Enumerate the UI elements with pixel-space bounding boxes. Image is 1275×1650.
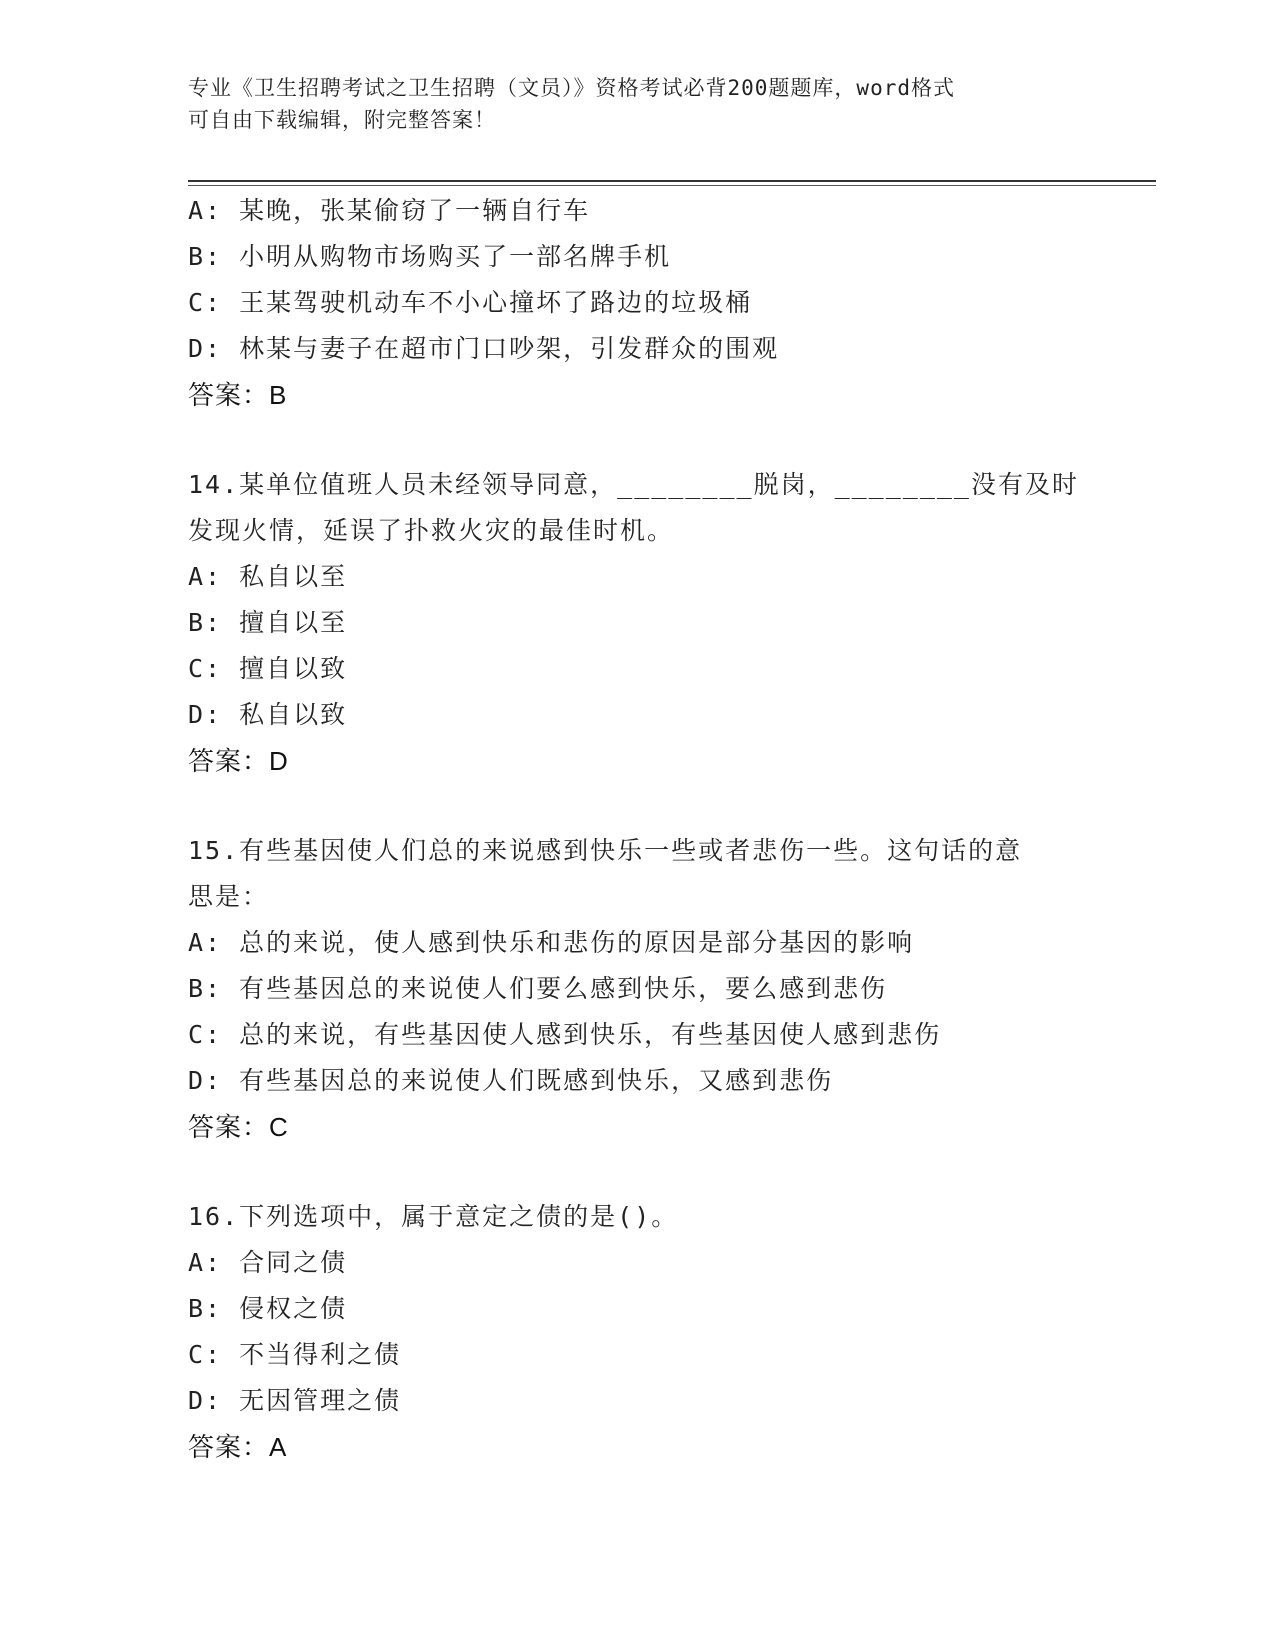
header-divider-thick xyxy=(188,180,1156,182)
option-c: C: 总的来说，有些基因使人感到快乐，有些基因使人感到悲伤 xyxy=(188,1020,942,1049)
option-d: D: 有些基因总的来说使人们既感到快乐，又感到悲伤 xyxy=(188,1066,834,1095)
option-b: B: 有些基因总的来说使人们要么感到快乐，要么感到悲伤 xyxy=(188,974,888,1003)
option-b: B: 小明从购物市场购买了一部名牌手机 xyxy=(188,242,672,271)
option-a: A: 某晚，张某偷窃了一辆自行车 xyxy=(188,196,591,225)
option-a: A: 私自以至 xyxy=(188,562,348,591)
question-stem: 15.有些基因使人们总的来说感到快乐一些或者悲伤一些。这句话的意 xyxy=(188,836,1023,865)
question-stem: 16.下列选项中，属于意定之债的是()。 xyxy=(188,1202,679,1231)
header-line-1: 专业《卫生招聘考试之卫生招聘（文员）》资格考试必背200题题库，word格式 xyxy=(188,76,955,100)
document-header xyxy=(188,72,1068,136)
question-16 xyxy=(188,1194,1088,1470)
option-c: C: 擅自以致 xyxy=(188,654,348,683)
question-13 xyxy=(188,188,1088,418)
answer-label: 答案：D xyxy=(188,746,289,776)
option-d: D: 林某与妻子在超市门口吵架，引发群众的围观 xyxy=(188,334,780,363)
answer-label: 答案：B xyxy=(188,380,288,410)
question-stem-continued: 思是： xyxy=(188,882,270,911)
answer-label: 答案：C xyxy=(188,1112,289,1142)
option-c: C: 王某驾驶机动车不小心撞坏了路边的垃圾桶 xyxy=(188,288,753,317)
option-a: A: 总的来说，使人感到快乐和悲伤的原因是部分基因的影响 xyxy=(188,928,915,957)
option-d: D: 私自以致 xyxy=(188,700,348,729)
option-a: A: 合同之债 xyxy=(188,1248,348,1277)
question-stem: 14.某单位值班人员未经领导同意，________脱岗，________没有及时 xyxy=(188,470,1079,499)
question-15 xyxy=(188,828,1088,1150)
header-divider-thin xyxy=(188,185,1156,186)
option-c: C: 不当得利之债 xyxy=(188,1340,402,1369)
option-d: D: 无因管理之债 xyxy=(188,1386,402,1415)
answer-label: 答案：A xyxy=(188,1432,288,1462)
option-b: B: 擅自以至 xyxy=(188,608,348,637)
question-stem-continued: 发现火情，延误了扑救火灾的最佳时机。 xyxy=(188,516,675,545)
option-b: B: 侵权之债 xyxy=(188,1294,348,1323)
question-14 xyxy=(188,462,1088,784)
header-line-2: 可自由下载编辑，附完整答案！ xyxy=(188,108,496,132)
question-list xyxy=(188,188,1088,1470)
